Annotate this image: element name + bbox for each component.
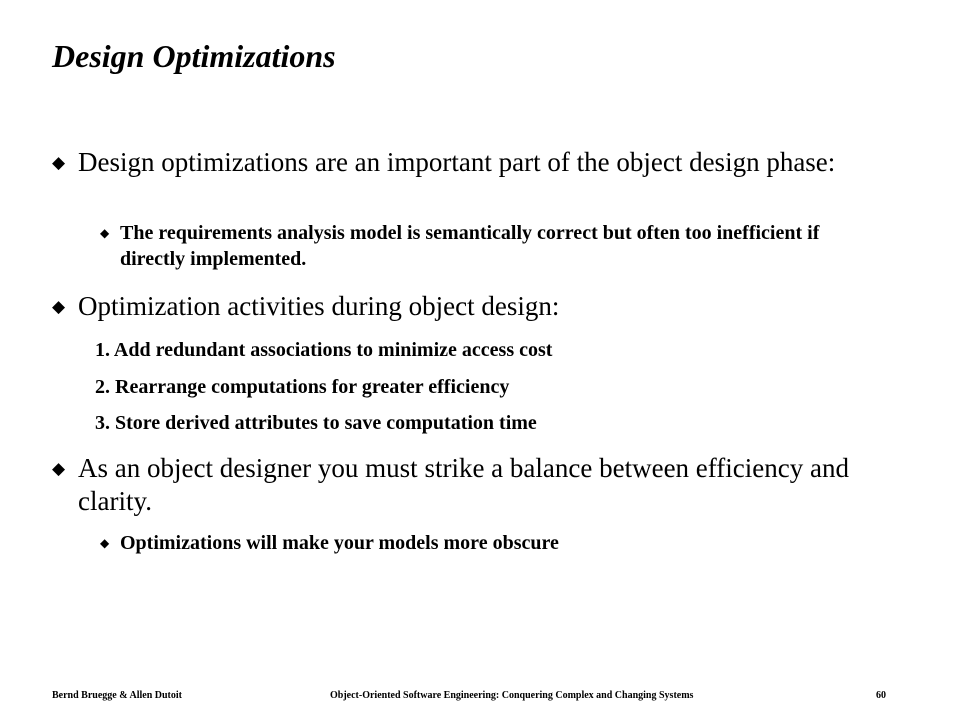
bullet-text: As an object designer you must strike a balance between efficiency and clarity. (78, 453, 849, 516)
sub-bullet-obscure (100, 530, 880, 556)
bullet-text: Design optimizations are an important part of the object design phase: (78, 147, 836, 177)
bullet-balance (52, 452, 892, 518)
footer-book-title: Object-Oriented Software Engineering: Conquering Complex and Changing Systems (330, 690, 694, 701)
bullet-design-optimizations (52, 146, 892, 179)
slide-title: Design Optimizations (52, 38, 336, 74)
diamond-bullet-icon: ◆ (100, 226, 110, 240)
diamond-bullet-icon: ◆ (100, 536, 110, 550)
footer-page-number: 60 (876, 690, 886, 701)
bullet-text: Optimization activities during object design: (78, 291, 560, 321)
diamond-bullet-icon: ◆ (52, 459, 66, 478)
diamond-bullet-icon: ◆ (52, 297, 66, 316)
sub-bullet-text: Optimizations will make your models more obscure (120, 532, 559, 554)
footer-authors: Bernd Bruegge & Allen Dutoit (52, 690, 182, 701)
step-item-3: 3. Store derived attributes to save computation time (95, 412, 537, 434)
step-item-2: 2. Rearrange computations for greater efficiency (95, 376, 510, 398)
bullet-optimization-activities (52, 290, 892, 323)
step-item-1: 1. Add redundant associations to minimize access cost (95, 339, 553, 361)
sub-bullet-text: The requirements analysis model is semantically correct but often too inefficient if directly implemented. (120, 222, 820, 270)
diamond-bullet-icon: ◆ (52, 153, 66, 172)
sub-bullet-requirements-model (100, 220, 880, 272)
